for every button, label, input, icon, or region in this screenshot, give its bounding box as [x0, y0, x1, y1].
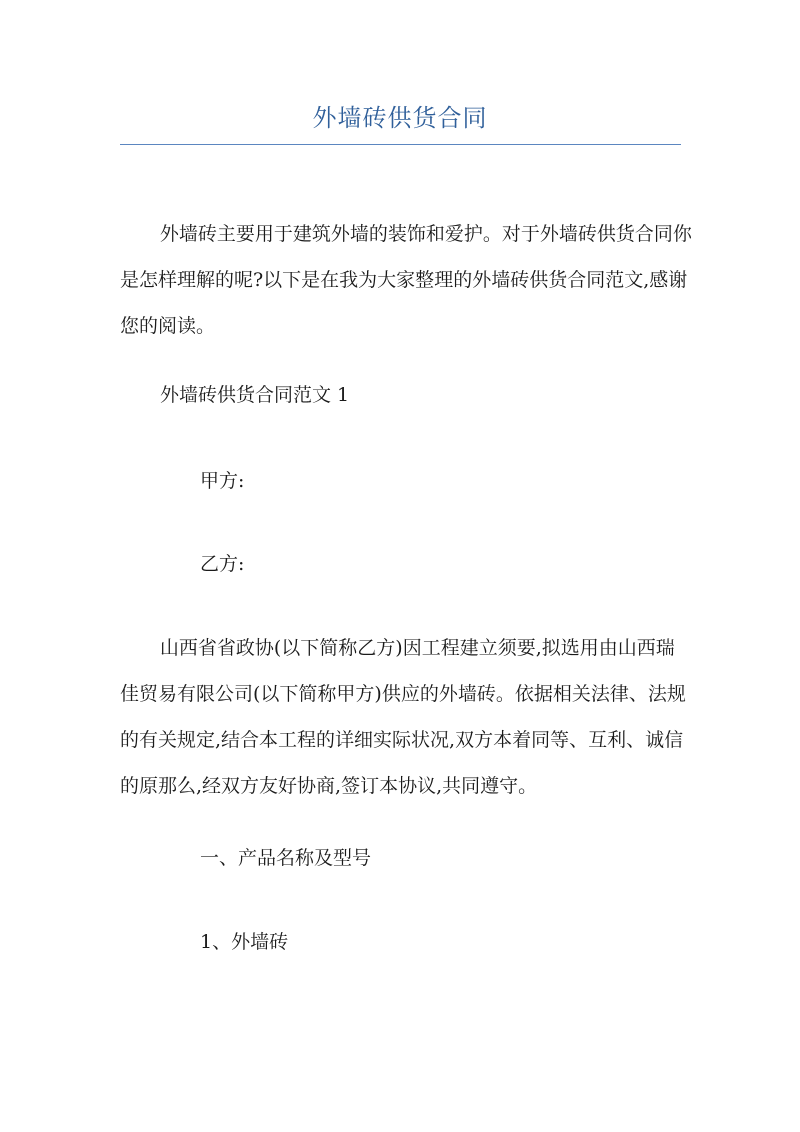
party-b-label: 乙方:	[200, 553, 245, 575]
contract-body-paragraph: 山西省省政协(以下简称乙方)因工程建立须要,拟选用由山西瑞佳贸易有限公司(以下简称甲方)供应的外墙砖。依据相关法律、法规的有关规定,结合本工程的详细实际状况,双方本着同等、互利、诚信的原那么,经双方友好协商,签订本协议,共同遵守。	[120, 637, 686, 797]
intro-paragraph: 外墙砖主要用于建筑外墙的装饰和爱护。对于外墙砖供货合同你是怎样理解的呢?以下是在我为大家整理的外墙砖供货合同范文,感谢您的阅读。	[120, 223, 692, 337]
party-a-label: 甲方:	[200, 470, 245, 492]
title-divider	[120, 144, 681, 145]
item-1: 1、外墙砖	[200, 931, 289, 953]
document-title: 外墙砖供货合同	[312, 104, 488, 132]
sample-heading: 外墙砖供货合同范文 1	[160, 384, 350, 406]
section-heading-1: 一、产品名称及型号	[200, 847, 372, 869]
